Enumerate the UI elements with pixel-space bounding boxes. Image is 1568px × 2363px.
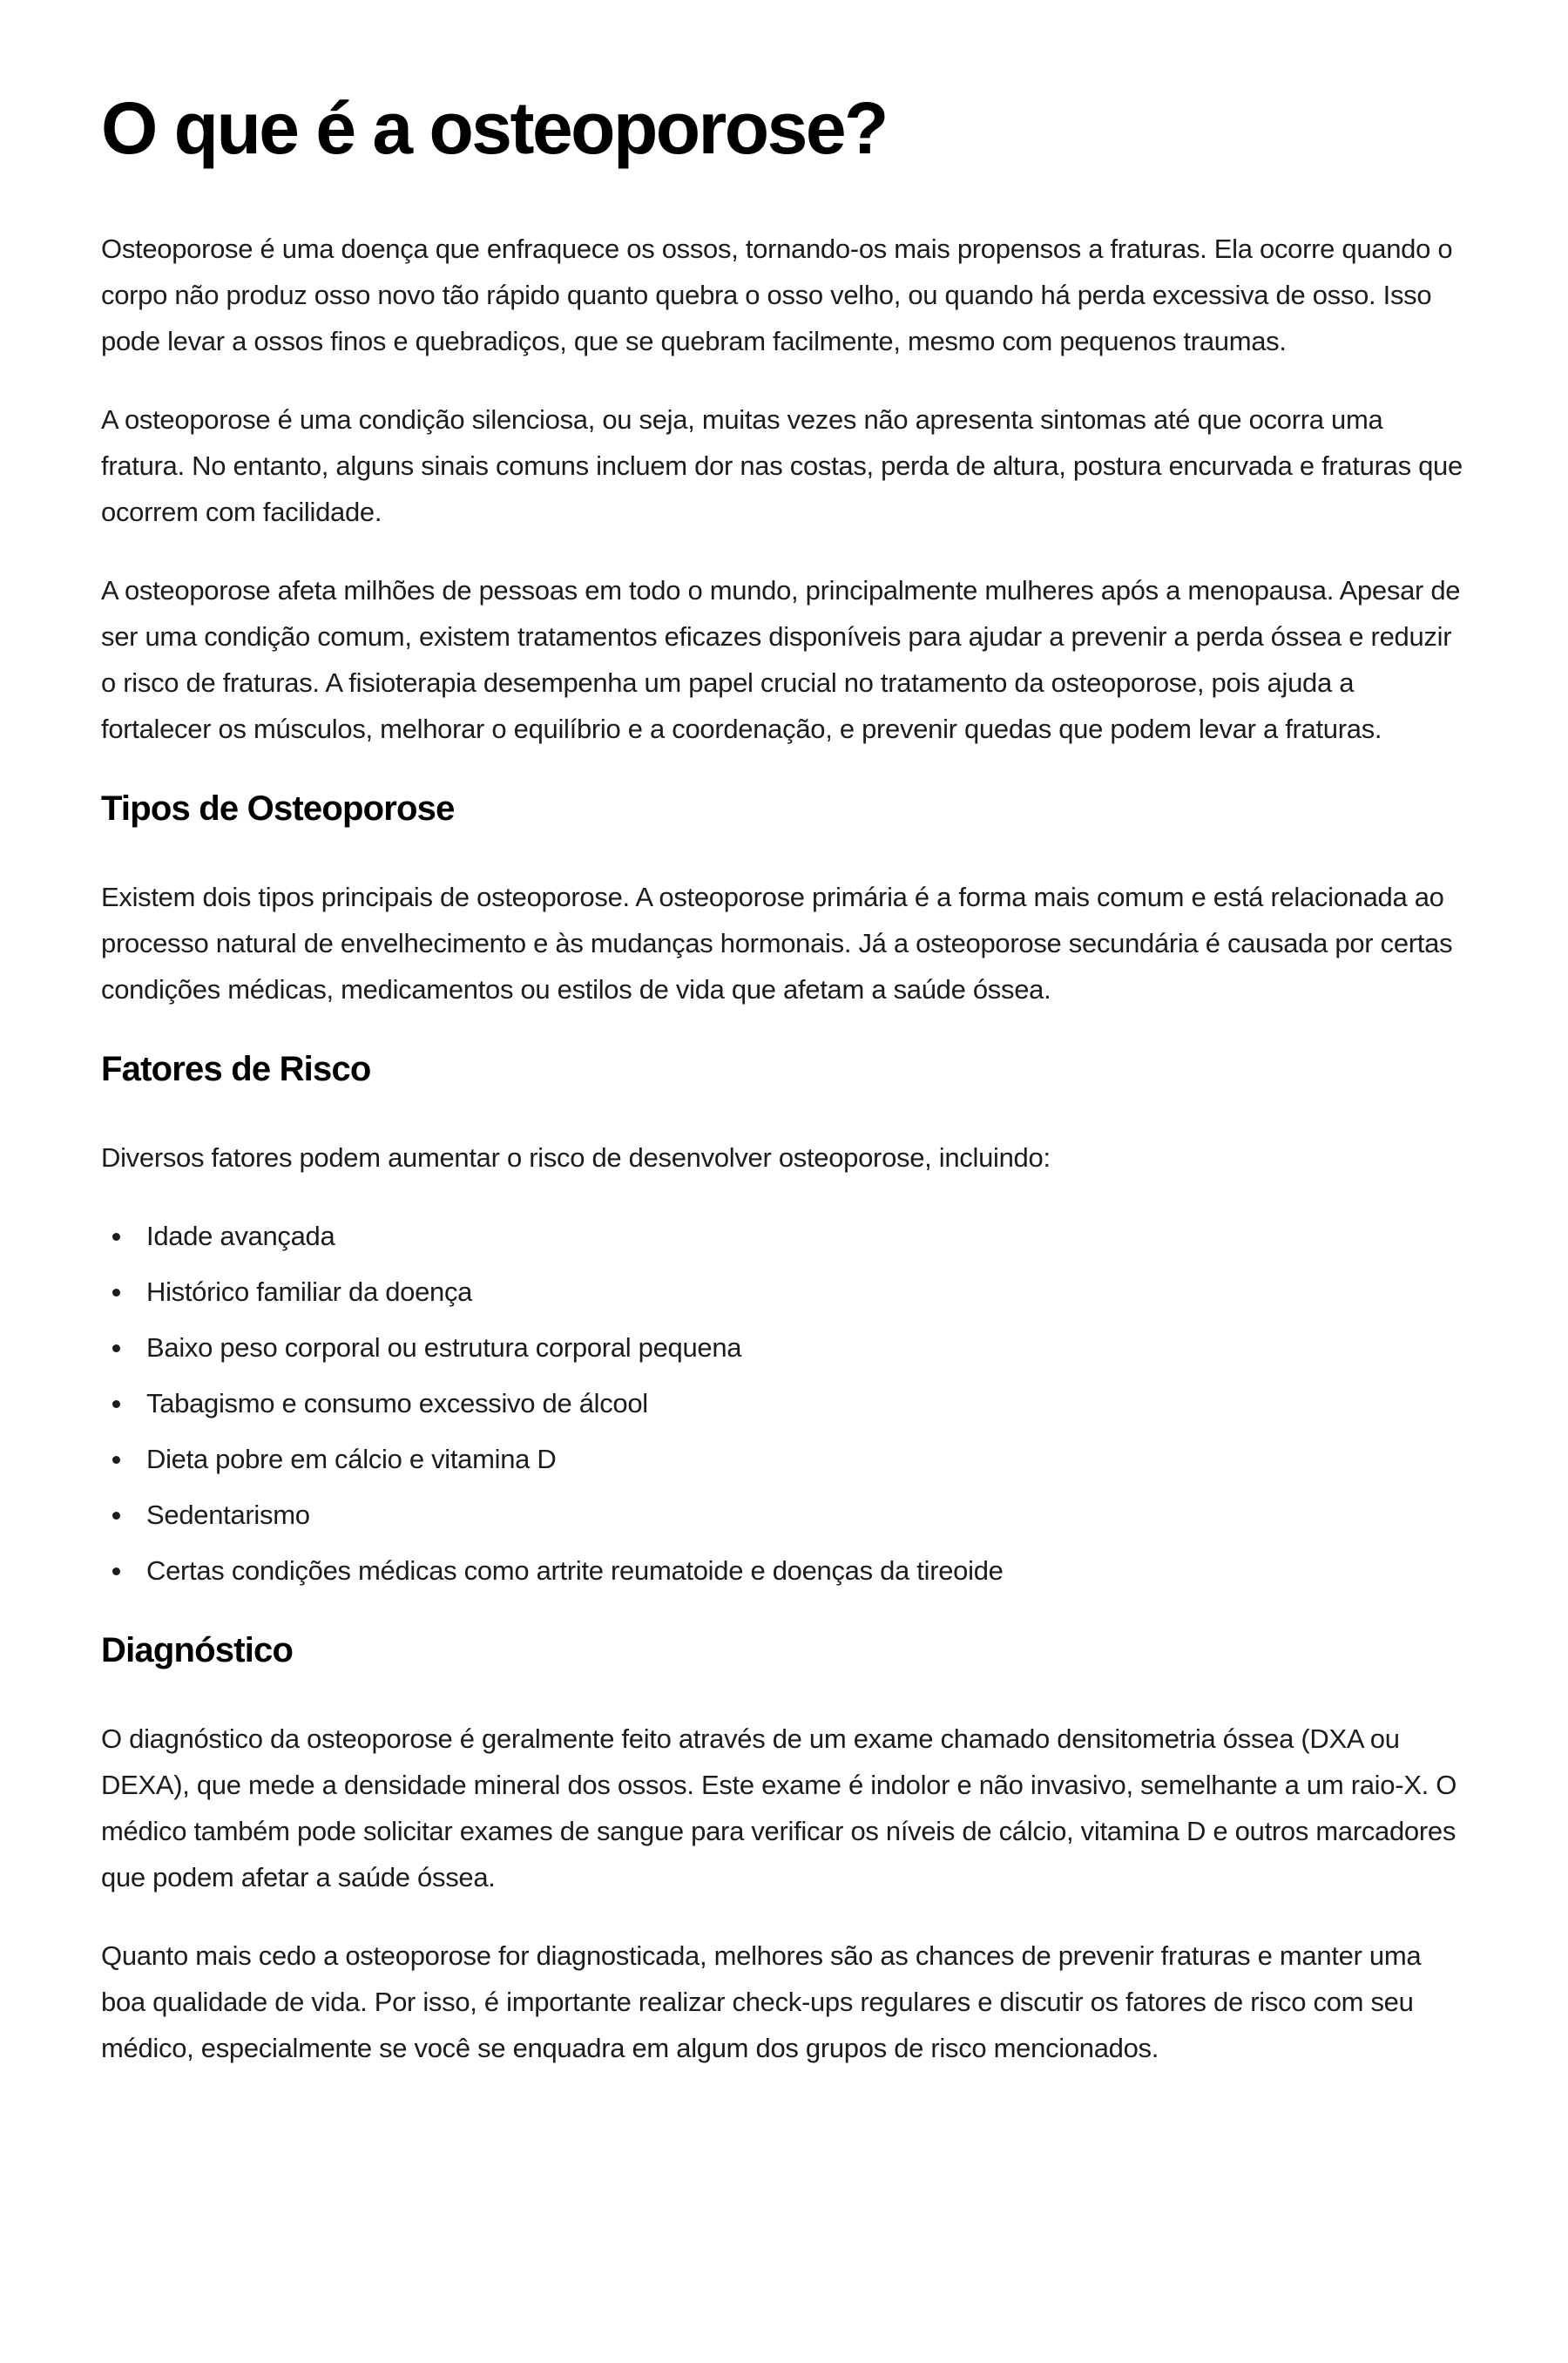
tipos-paragraph: Existem dois tipos principais de osteoporose. A osteoporose primária é a forma mais comum e está relacionada ao processo natural de envelhecimento e às mudanças hormonais. Já a osteoporose secundária é causada por certas condições médicas, medicamentos ou estilos de vida que afetam a saúde óssea. — [101, 882, 1453, 1005]
list-item — [101, 1436, 1469, 1482]
list-item-text: Histórico familiar da doença — [146, 1276, 473, 1307]
list-item — [101, 1492, 1469, 1538]
list-item — [101, 1380, 1469, 1426]
diagnostico-paragraph: O diagnóstico da osteoporose é geralmente feito através de um exame chamado densitometria óssea (DXA ou DEXA), que mede a densidade mineral dos ossos. Este exame é indolor e não invasivo, semelhante a um raio-X. O médico também pode solicitar exames de sangue para verificar os níveis de cálcio, vitamina D e outros marcadores que podem afetar a saúde óssea. — [101, 1723, 1457, 1892]
article — [101, 85, 1469, 2103]
section-heading-fatores: Fatores de Risco — [101, 1050, 371, 1088]
page-title: O que é a osteoporose? — [101, 87, 887, 169]
list-item-text: Idade avançada — [146, 1221, 335, 1251]
bullet-icon — [112, 1456, 120, 1464]
list-item-text: Dieta pobre em cálcio e vitamina D — [146, 1444, 557, 1474]
bullet-icon — [112, 1289, 120, 1297]
bullet-icon — [112, 1344, 120, 1352]
list-item-text: Sedentarismo — [146, 1500, 310, 1530]
bullet-icon — [112, 1567, 120, 1575]
intro-paragraph: A osteoporose afeta milhões de pessoas em todo o mundo, principalmente mulheres após a menopausa. Apesar de ser uma condição comum, existem tratamentos eficazes disponíveis para ajudar a prevenir a perda óssea e reduzir o risco de fraturas. A fisioterapia desempenha um papel crucial no tratamento da osteoporose, pois ajuda a fortalecer os músculos, melhorar o equilíbrio e a coordenação, e prevenir quedas que podem levar a fraturas. — [101, 575, 1461, 744]
list-item-text: Certas condições médicas como artrite reumatoide e doenças da tireoide — [146, 1555, 1004, 1586]
list-item — [101, 1324, 1469, 1371]
intro-paragraph: A osteoporose é uma condição silenciosa, ou seja, muitas vezes não apresenta sintomas até que ocorra uma fratura. No entanto, alguns sinais comuns incluem dor nas costas, perda de altura, postura encurvada e fraturas que ocorrem com facilidade. — [101, 404, 1463, 527]
list-item-text: Tabagismo e consumo excessivo de álcool — [146, 1388, 648, 1418]
fatores-paragraph: Diversos fatores podem aumentar o risco de desenvolver osteoporose, incluindo: — [101, 1142, 1051, 1173]
list-item — [101, 1547, 1469, 1594]
bullet-icon — [112, 1233, 120, 1241]
section-heading-diagnostico: Diagnóstico — [101, 1631, 294, 1669]
bullet-icon — [112, 1512, 120, 1520]
intro-paragraph: Osteoporose é uma doença que enfraquece os ossos, tornando-os mais propensos a fraturas. Ela ocorre quando o corpo não produz osso novo tão rápido quanto quebra o osso velho, ou quando há perda excessiva de osso. Isso pode levar a ossos finos e quebradiços, que se quebram facilmente, mesmo com pequenos traumas. — [101, 234, 1453, 356]
list-item — [101, 1213, 1469, 1259]
diagnostico-paragraph: Quanto mais cedo a osteoporose for diagnosticada, melhores são as chances de prevenir fraturas e manter uma boa qualidade de vida. Por isso, é importante realizar check-ups regulares e discutir os fatores de risco com seu médico, especialmente se você se enquadra em algum dos grupos de risco mencionados. — [101, 1940, 1422, 2063]
list-item — [101, 1269, 1469, 1315]
list-item-text: Baixo peso corporal ou estrutura corporal pequena — [146, 1332, 742, 1363]
risk-factors-list — [101, 1213, 1469, 1594]
bullet-icon — [112, 1400, 120, 1408]
section-heading-tipos: Tipos de Osteoporose — [101, 789, 455, 828]
